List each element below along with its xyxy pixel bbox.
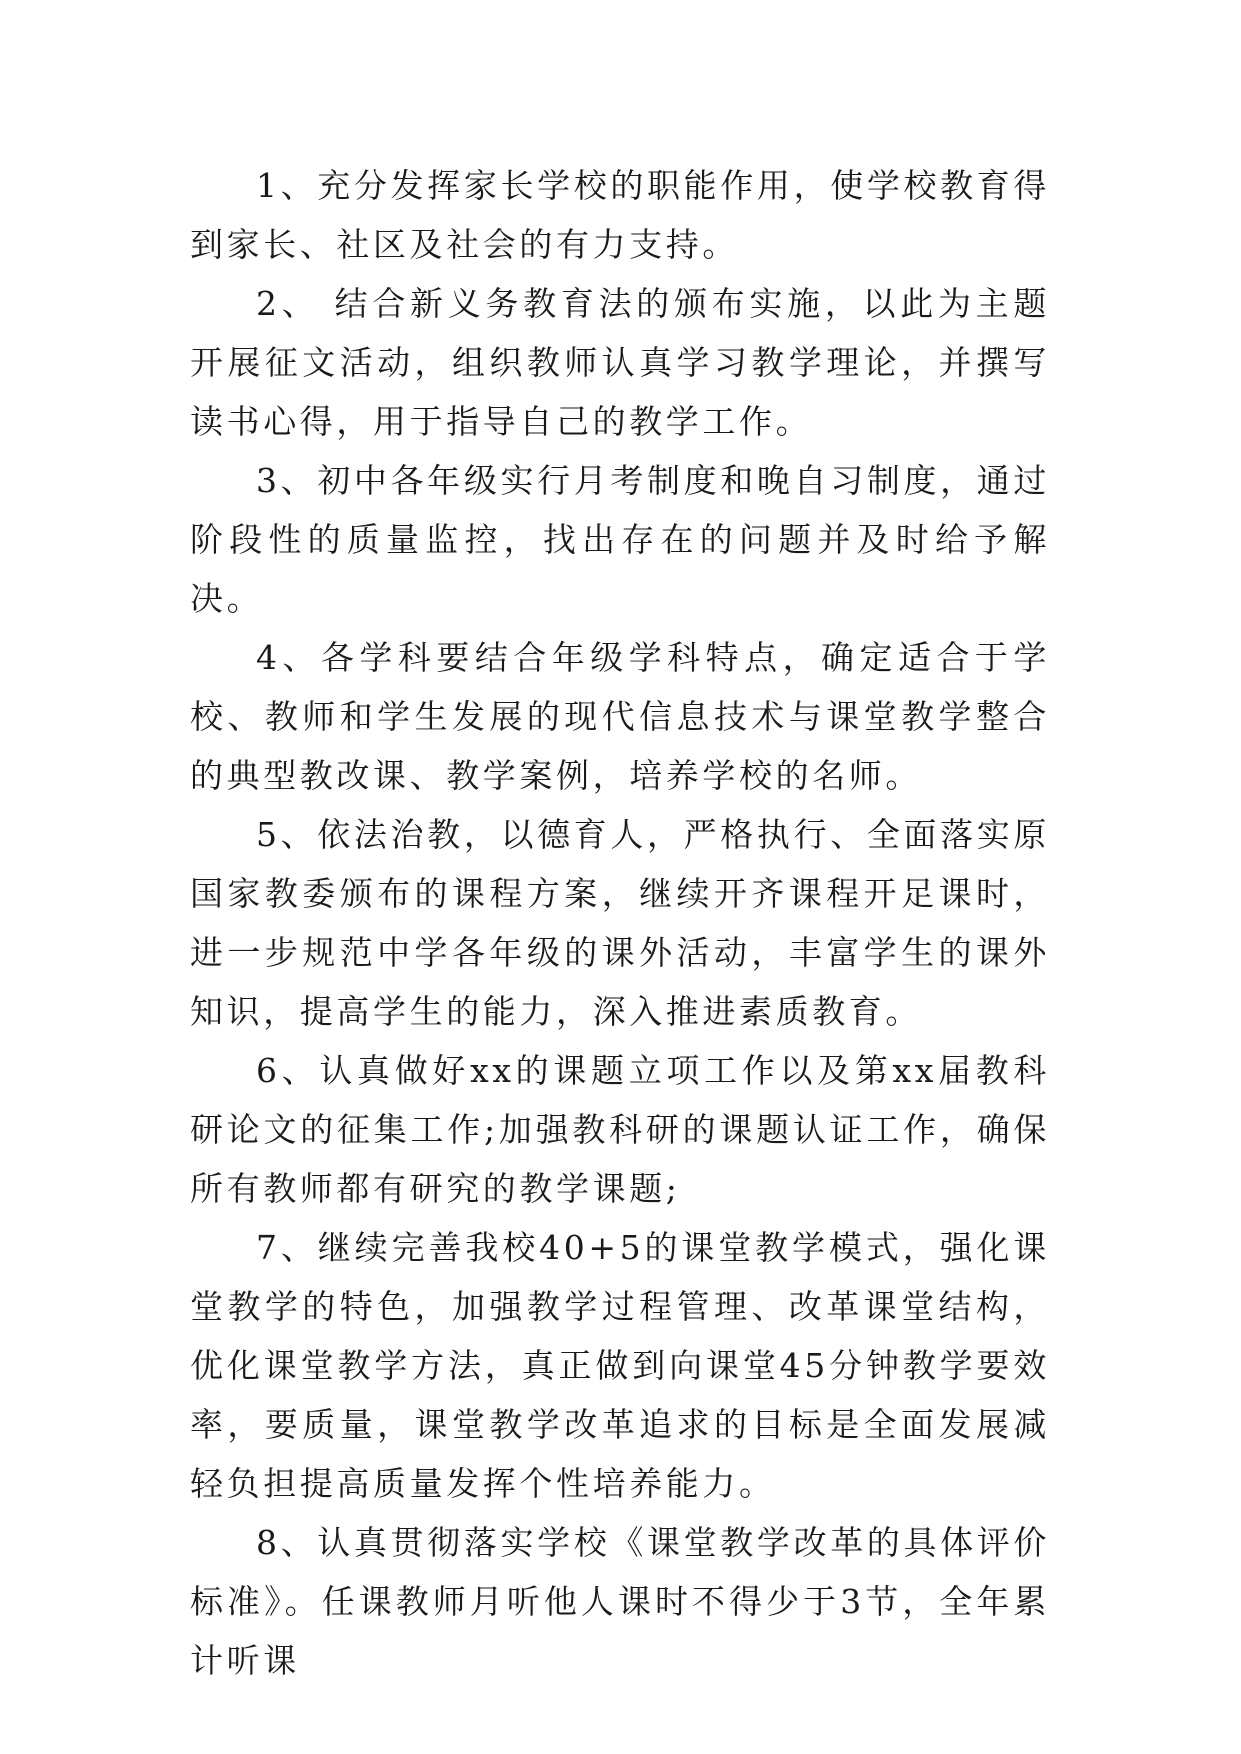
paragraph-5: 5、依法治教，以德育人，严格执行、全面落实原国家教委颁布的课程方案，继续开齐课程开足课时，进一步规范中学各年级的课外活动，丰富学生的课外知识，提高学生的能力，深入推进素质教育。 xyxy=(190,815,1050,1031)
paragraph-4: 4、各学科要结合年级学科特点，确定适合于学校、教师和学生发展的现代信息技术与课堂教学整合的典型教改课、教学案例，培养学校的名师。 xyxy=(190,638,1050,795)
paragraph-1: 1、充分发挥家长学校的职能作用，使学校教育得到家长、社区及社会的有力支持。 xyxy=(190,166,1050,264)
paragraph-8: 8、认真贯彻落实学校《课堂教学改革的具体评价标准》。任课教师月听他人课时不得少于3节，全年累计听课 xyxy=(190,1523,1050,1680)
paragraph-3: 3、初中各年级实行月考制度和晚自习制度，通过阶段性的质量监控，找出存在的问题并及时给予解决。 xyxy=(190,461,1050,618)
paragraph-7: 7、继续完善我校40+5的课堂教学模式，强化课堂教学的特色，加强教学过程管理、改革课堂结构，优化课堂教学方法，真正做到向课堂45分钟教学要效率，要质量，课堂教学改革追求的目标是全面发展减轻负担提高质量发挥个性培养能力。 xyxy=(190,1228,1050,1503)
paragraph-6: 6、认真做好xx的课题立项工作以及第xx届教科研论文的征集工作;加强教科研的课题认证工作，确保所有教师都有研究的教学课题; xyxy=(190,1051,1050,1208)
document-body xyxy=(190,156,1050,1690)
paragraph-2: 2、 结合新义务教育法的颁布实施，以此为主题开展征文活动，组织教师认真学习教学理论，并撰写读书心得，用于指导自己的教学工作。 xyxy=(190,284,1050,441)
